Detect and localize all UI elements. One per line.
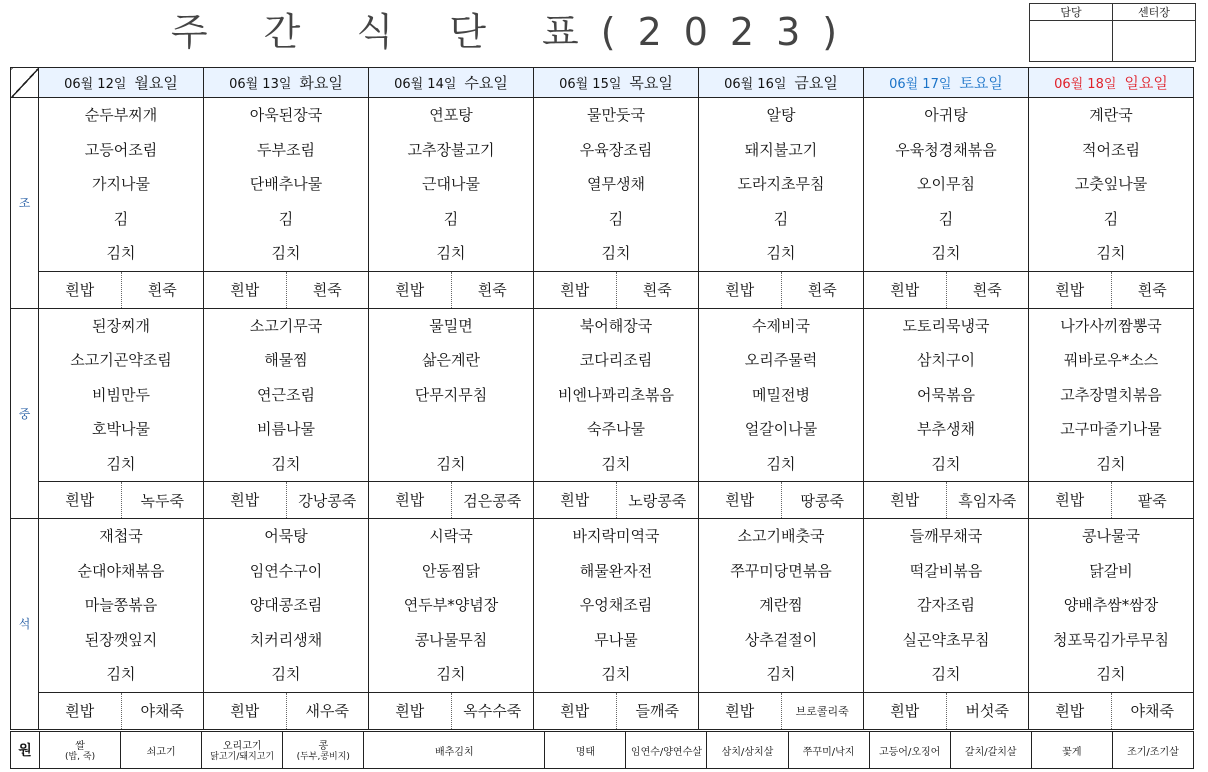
breakfast-menu-cell — [1029, 98, 1194, 272]
dish-item: 삶은계란 — [422, 351, 480, 369]
lunch-menu-cell — [864, 308, 1029, 482]
rice-item: 흰밥 — [204, 272, 287, 308]
origin-item-name: 쌀 — [75, 741, 85, 752]
lunch-menu-cell — [39, 308, 204, 482]
lunch-rice-cell — [699, 482, 864, 519]
dish-item: 닭갈비 — [1089, 561, 1133, 580]
dish-item: 콩나물국 — [1082, 527, 1140, 545]
dish-item: 단무지무침 — [414, 385, 488, 404]
lunch-rice-cell — [39, 482, 204, 519]
dish-item: 북어해장국 — [579, 316, 653, 335]
dinner-rice-cell — [39, 692, 204, 729]
dish-item: 돼지불고기 — [744, 140, 818, 159]
dish-item: 우엉채조림 — [579, 596, 653, 614]
dish-item: 연두부*양념장 — [403, 596, 499, 614]
approval-box — [1029, 3, 1196, 62]
origin-item — [788, 732, 869, 769]
breakfast-menu-cell — [534, 98, 699, 272]
porridge-item: 야채죽 — [1130, 702, 1174, 720]
dish-item: 우육청경채볶음 — [895, 140, 997, 159]
dish-item: 김 — [443, 209, 459, 228]
origin-item-name: 임연수/양연수살 — [630, 746, 702, 758]
dish-item: 고추장불고기 — [407, 140, 495, 159]
day-weekday: 금요일 — [794, 74, 838, 92]
origin-item — [121, 732, 202, 769]
day-header — [204, 68, 369, 98]
dish-item: 고등어조림 — [84, 140, 158, 159]
day-header — [864, 68, 1029, 98]
dinner-menu-cell — [864, 519, 1029, 693]
dish-item: 김 — [608, 209, 624, 228]
dish-item: 숙주나물 — [587, 420, 645, 438]
dish-item: 김치 — [931, 665, 961, 683]
dish-item: 된장찌개 — [92, 316, 150, 335]
dish-item: 연포탕 — [429, 106, 473, 124]
dinner-rice-cell — [369, 692, 534, 729]
dish-item: 김치 — [601, 665, 631, 683]
lunch-rice-cell — [1029, 482, 1194, 519]
dish-item: 김치 — [271, 454, 301, 473]
origin-item — [707, 732, 788, 769]
porridge-item: 검은콩죽 — [463, 491, 522, 510]
porridge-item: 버섯죽 — [965, 702, 1009, 720]
dish-item: 오리주물럭 — [744, 351, 818, 369]
dish-item: 들깨무채국 — [909, 527, 983, 545]
rice-item: 흰밥 — [864, 482, 947, 518]
rice-item: 흰밥 — [534, 482, 617, 518]
dish-item: 김치 — [106, 454, 136, 473]
dinner-rice-cell — [864, 692, 1029, 729]
origin-table — [10, 731, 1194, 769]
dish-item: 어묵볶음 — [917, 385, 975, 404]
lunch-rice-cell — [864, 482, 1029, 519]
porridge-item: 팥죽 — [1137, 491, 1167, 510]
dish-item: 아귀탕 — [924, 106, 968, 124]
dish-item: 떡갈비볶음 — [909, 561, 983, 580]
dish-item: 비빔만두 — [92, 385, 150, 404]
day-header — [39, 68, 204, 98]
dish-item: 바지락미역국 — [572, 527, 660, 545]
origin-item-sub: (두부,콩비지) — [296, 752, 350, 762]
rice-item: 흰밥 — [534, 693, 617, 729]
dish-item — [369, 412, 533, 447]
breakfast-menu-cell — [369, 98, 534, 272]
origin-item-name: 쭈꾸미/낙지 — [802, 746, 855, 758]
dish-item: 두부조림 — [257, 140, 315, 159]
dish-item: 김 — [773, 209, 789, 228]
dinner-rice-cell — [204, 692, 369, 729]
dinner-menu-cell — [39, 519, 204, 693]
day-weekday: 수요일 — [464, 74, 508, 92]
dish-item: 얼갈이나물 — [744, 420, 818, 438]
dish-item: 김치 — [931, 244, 961, 262]
dish-item: 실곤약초무침 — [902, 630, 990, 649]
breakfast-rice-cell — [369, 271, 534, 308]
dish-item: 상추겉절이 — [744, 630, 818, 649]
rice-item: 흰밥 — [864, 272, 947, 308]
dish-item: 수제비국 — [752, 316, 810, 335]
dish-item: 해물완자전 — [579, 561, 653, 580]
dish-item: 김치 — [601, 454, 631, 473]
day-date: 06월 13일 — [229, 77, 292, 92]
rice-item: 흰밥 — [204, 482, 287, 518]
day-header — [534, 68, 699, 98]
origin-item-name: 오리고기 — [222, 741, 262, 752]
dinner-menu-cell — [699, 519, 864, 693]
porridge-item: 흰죽 — [312, 281, 342, 299]
dish-item: 순두부찌개 — [84, 106, 158, 124]
dish-item: 어묵탕 — [264, 527, 308, 545]
dish-item: 삼치구이 — [917, 351, 975, 369]
dish-item: 소고기곤약조림 — [70, 351, 172, 369]
day-date: 06월 16일 — [724, 77, 787, 92]
breakfast-menu-cell — [39, 98, 204, 272]
breakfast-menu-cell — [864, 98, 1029, 272]
rice-item: 흰밥 — [699, 272, 782, 308]
dish-item: 계란국 — [1089, 106, 1133, 124]
dish-item: 김치 — [106, 665, 136, 683]
origin-label: 원 — [11, 732, 40, 769]
dish-item: 김치 — [271, 244, 301, 262]
lunch-menu-cell — [699, 308, 864, 482]
lunch-menu-cell — [1029, 308, 1194, 482]
day-date: 06월 18일 — [1054, 77, 1117, 92]
dish-item: 김 — [938, 209, 954, 228]
porridge-item: 강낭콩죽 — [298, 491, 357, 510]
approval-staff-label: 담당 — [1030, 4, 1113, 21]
origin-item-sub: (밥, 죽) — [64, 752, 96, 762]
dish-item: 임연수구이 — [249, 561, 323, 580]
rice-item: 흰밥 — [864, 693, 947, 729]
porridge-item: 옥수수죽 — [463, 702, 522, 720]
rice-item: 흰밥 — [39, 482, 122, 518]
weekly-menu-table — [10, 67, 1194, 730]
dish-item: 알탕 — [766, 106, 796, 124]
day-weekday: 토요일 — [959, 74, 1003, 92]
origin-item-name: 콩 — [318, 741, 329, 752]
dish-item: 부추생채 — [917, 420, 975, 438]
porridge-item: 흰죽 — [477, 281, 507, 299]
rice-item: 흰밥 — [39, 693, 122, 729]
lunch-menu-cell — [204, 308, 369, 482]
rice-item: 흰밥 — [369, 482, 452, 518]
origin-item-name: 조기/조기살 — [1127, 746, 1179, 758]
day-weekday: 화요일 — [299, 74, 343, 92]
day-date: 06월 14일 — [394, 77, 457, 92]
corner-cell — [11, 68, 39, 98]
dish-item: 김 — [113, 209, 129, 228]
origin-item — [1031, 732, 1112, 769]
rice-item: 흰밥 — [204, 693, 287, 729]
dish-item: 안동찜닭 — [422, 561, 480, 580]
rice-item: 흰밥 — [369, 693, 452, 729]
day-header — [1029, 68, 1194, 98]
approval-staff-sign[interactable] — [1030, 21, 1113, 62]
origin-item — [40, 732, 121, 769]
breakfast-menu-cell — [204, 98, 369, 272]
origin-item — [950, 732, 1031, 769]
dish-item: 마늘쫑볶음 — [84, 596, 158, 614]
origin-item — [869, 732, 950, 769]
origin-item — [283, 732, 364, 769]
dish-item: 청포묵김가루무침 — [1053, 630, 1169, 649]
dish-item: 쭈꾸미당면볶음 — [730, 561, 832, 580]
dish-item: 고구마줄기나물 — [1060, 420, 1162, 438]
dish-item: 양배추쌈*쌈장 — [1063, 596, 1159, 614]
porridge-item: 노랑콩죽 — [628, 491, 687, 510]
dish-item: 적어조림 — [1082, 140, 1140, 159]
dish-item: 열무생채 — [587, 175, 645, 193]
lunch-menu-cell — [369, 308, 534, 482]
dish-item: 고추장멸치볶음 — [1060, 385, 1162, 404]
dish-item: 메밀전병 — [752, 385, 810, 404]
dinner-menu-cell — [1029, 519, 1194, 693]
dish-item: 김치 — [436, 665, 466, 683]
porridge-item: 흰죽 — [642, 281, 672, 299]
dish-item: 김 — [1103, 209, 1119, 228]
porridge-item: 새우죽 — [305, 702, 349, 720]
porridge-item: 녹두죽 — [140, 491, 184, 510]
porridge-item: 흰죽 — [147, 281, 177, 299]
day-date: 06월 15일 — [559, 77, 622, 92]
origin-item-name: 명태 — [575, 746, 596, 758]
dish-item: 김치 — [1096, 244, 1126, 262]
rice-item: 흰밥 — [39, 272, 122, 308]
day-date: 06월 17일 — [889, 77, 952, 92]
dish-item: 소고기무국 — [249, 316, 323, 335]
meal-label-lunch: 중 — [11, 308, 39, 519]
breakfast-rice-cell — [1029, 271, 1194, 308]
origin-item — [545, 732, 626, 769]
breakfast-rice-cell — [699, 271, 864, 308]
dish-item: 김치 — [436, 454, 466, 473]
breakfast-rice-cell — [534, 271, 699, 308]
meal-label-breakfast: 조 — [11, 98, 39, 309]
dish-item: 도토리묵냉국 — [902, 316, 990, 335]
rice-item: 흰밥 — [1029, 482, 1112, 518]
origin-item — [626, 732, 707, 769]
dinner-rice-cell — [1029, 692, 1194, 729]
dish-item: 호박나물 — [92, 420, 150, 438]
dish-item: 양대콩조림 — [249, 596, 323, 614]
origin-item — [364, 732, 545, 769]
rice-item: 흰밥 — [534, 272, 617, 308]
lunch-rice-cell — [204, 482, 369, 519]
dish-item: 감자조림 — [917, 596, 975, 614]
origin-item-name: 배추김치 — [434, 746, 474, 758]
dish-item: 치커리생채 — [249, 630, 323, 649]
dish-item: 계란찜 — [759, 596, 803, 614]
lunch-rice-cell — [534, 482, 699, 519]
dish-item: 나가사끼짬뽕국 — [1060, 316, 1162, 335]
dish-item: 소고기배춧국 — [737, 527, 825, 545]
porridge-item: 브로콜리죽 — [795, 704, 849, 718]
origin-item-name: 갈치/갈치살 — [964, 746, 1017, 758]
porridge-item: 흰죽 — [1137, 281, 1167, 299]
dish-item: 우육장조림 — [579, 140, 653, 159]
dish-item: 무나물 — [594, 630, 638, 649]
day-weekday: 월요일 — [134, 74, 178, 92]
porridge-item: 흰죽 — [972, 281, 1002, 299]
dish-item: 가지나물 — [92, 175, 150, 193]
rice-item: 흰밥 — [1029, 272, 1112, 308]
origin-item-name: 꽃게 — [1062, 746, 1082, 758]
dish-item: 비엔나꽈리초볶음 — [558, 385, 674, 404]
porridge-item: 흑임자죽 — [958, 491, 1017, 510]
dish-item: 재첩국 — [99, 527, 143, 545]
dish-item: 물만둣국 — [587, 106, 645, 124]
dinner-rice-cell — [699, 692, 864, 729]
page-title: 주 간 식 단 표(2023) — [170, 10, 860, 54]
lunch-rice-cell — [369, 482, 534, 519]
dish-item: 콩나물무침 — [414, 630, 488, 649]
day-weekday: 일요일 — [1124, 74, 1168, 92]
origin-item-name: 쇠고기 — [146, 746, 176, 758]
dish-item: 해물찜 — [264, 351, 308, 369]
rice-item: 흰밥 — [369, 272, 452, 308]
dish-item: 순대야채볶음 — [77, 561, 165, 580]
dish-item: 코다리조림 — [579, 351, 653, 369]
origin-item-sub: 닭고기/돼지고기 — [210, 752, 275, 762]
breakfast-rice-cell — [864, 271, 1029, 308]
rice-item: 흰밥 — [699, 482, 782, 518]
dish-item: 김치 — [271, 665, 301, 683]
dish-item: 김 — [278, 209, 294, 228]
rice-item: 흰밥 — [1029, 693, 1112, 729]
dish-item: 아욱된장국 — [249, 106, 323, 124]
rice-item: 흰밥 — [699, 693, 782, 729]
day-date: 06월 12일 — [64, 77, 127, 92]
meal-label-dinner: 석 — [11, 519, 39, 730]
dish-item: 도라지초무침 — [737, 175, 825, 193]
dish-item: 시락국 — [429, 527, 473, 545]
dinner-menu-cell — [369, 519, 534, 693]
origin-item — [202, 732, 283, 769]
dish-item: 단배추나물 — [249, 175, 323, 193]
dish-item: 연근조림 — [257, 385, 315, 404]
dinner-rice-cell — [534, 692, 699, 729]
dish-item: 김치 — [766, 454, 796, 473]
breakfast-menu-cell — [699, 98, 864, 272]
day-header — [699, 68, 864, 98]
origin-item — [1112, 732, 1193, 769]
dish-item: 고춧잎나물 — [1074, 175, 1148, 193]
dish-item: 꿔바로우*소스 — [1063, 351, 1159, 369]
dish-item: 김치 — [766, 244, 796, 262]
day-weekday: 목요일 — [629, 74, 673, 92]
dish-item: 오이무침 — [917, 175, 975, 193]
porridge-item: 야채죽 — [140, 702, 184, 720]
porridge-item: 땅콩죽 — [800, 491, 844, 510]
dish-item: 김치 — [106, 244, 136, 262]
origin-item-name: 고등어/오징어 — [878, 746, 941, 758]
dish-item: 물밀면 — [429, 316, 473, 335]
porridge-item: 들깨죽 — [635, 702, 679, 720]
dish-item: 된장깻잎지 — [84, 630, 158, 649]
origin-item-name: 삼치/삼치살 — [721, 746, 774, 758]
breakfast-rice-cell — [204, 271, 369, 308]
dish-item: 김치 — [436, 244, 466, 262]
lunch-menu-cell — [534, 308, 699, 482]
dish-item: 김치 — [1096, 454, 1126, 473]
dish-item: 근대나물 — [422, 175, 480, 193]
dish-item: 김치 — [601, 244, 631, 262]
breakfast-rice-cell — [39, 271, 204, 308]
dish-item: 김치 — [766, 665, 796, 683]
dish-item: 김치 — [931, 454, 961, 473]
dinner-menu-cell — [204, 519, 369, 693]
dish-item: 김치 — [1096, 665, 1126, 683]
porridge-item: 흰죽 — [807, 281, 837, 299]
dinner-menu-cell — [534, 519, 699, 693]
approval-director-sign[interactable] — [1113, 21, 1196, 62]
approval-director-label: 센터장 — [1113, 4, 1196, 21]
dish-item: 비름나물 — [257, 420, 315, 438]
day-header — [369, 68, 534, 98]
